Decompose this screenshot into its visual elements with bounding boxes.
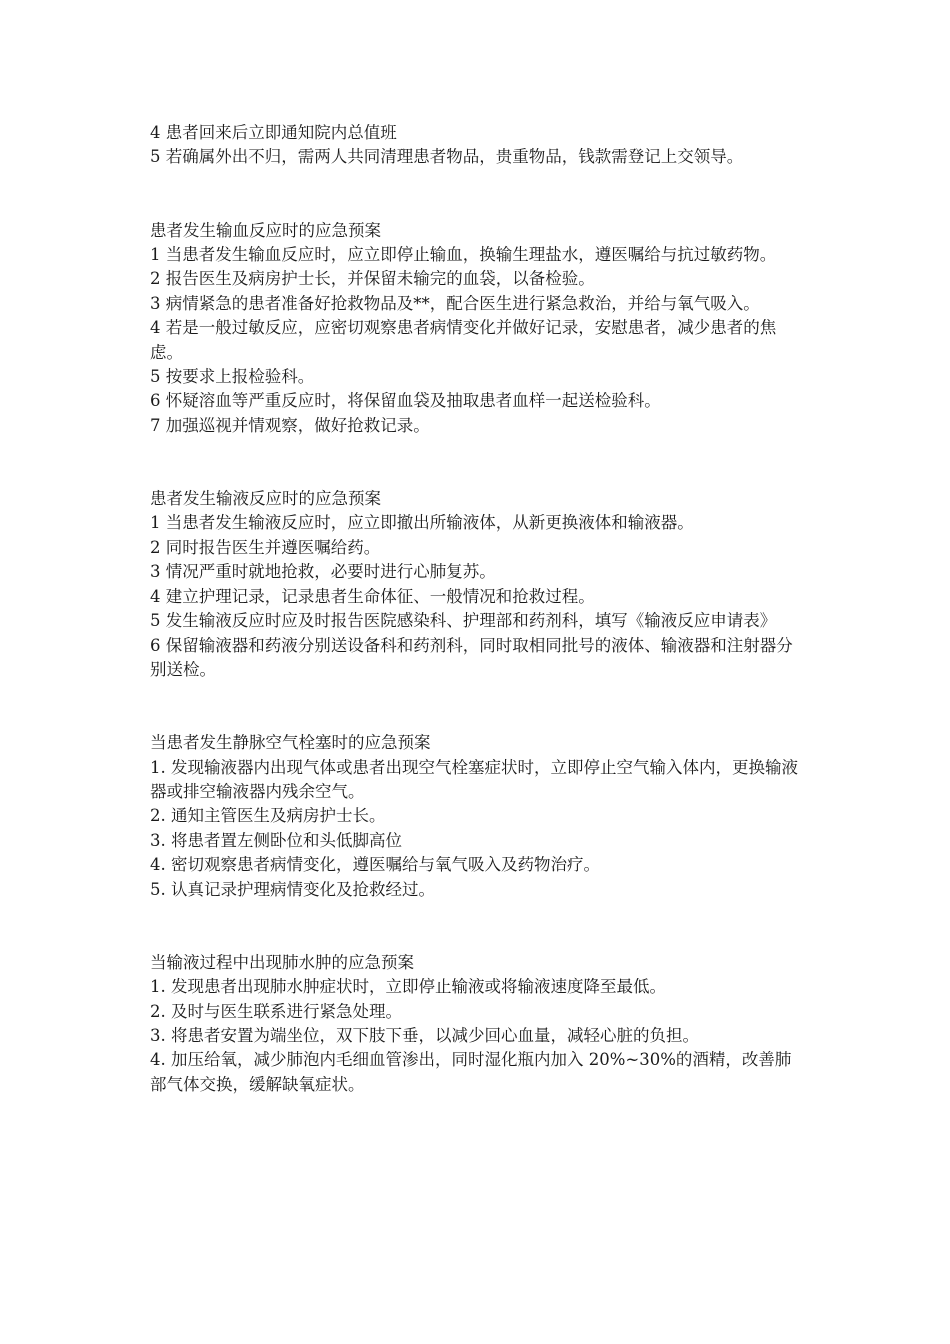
- list-item: 1. 发现患者出现肺水肿症状时，立即停止输液或将输液速度降至最低。: [150, 977, 666, 997]
- list-item: 1 当患者发生输血反应时，应立即停止输血，换输生理盐水，遵医嘱给与抗过敏药物。: [150, 245, 777, 265]
- section-elopement-continued: [150, 121, 800, 170]
- section-transfusion-reaction: [150, 219, 800, 439]
- list-item: 3 情况严重时就地抢救，必要时进行心肺复苏。: [150, 562, 496, 582]
- section-infusion-reaction: [150, 487, 800, 682]
- list-item: 5 发生输液反应时应及时报告医院感染科、护理部和药剂科，填写《输液反应申请表》: [150, 611, 777, 631]
- list-item: 7 加强巡视并情观察，做好抢救记录。: [150, 415, 430, 435]
- section-title: 当患者发生静脉空气栓塞时的应急预案: [150, 733, 431, 753]
- list-item: 5 若确属外出不归，需两人共同清理患者物品，贵重物品，钱款需登记上交领导。: [150, 147, 744, 167]
- section-air-embolism: [150, 731, 800, 902]
- list-item: 4 建立护理记录，记录患者生命体征、一般情况和抢救过程。: [150, 586, 595, 606]
- list-item: 4 若是一般过敏反应，应密切观察患者病情变化并做好记录，安慰患者，减少患者的焦虑。: [150, 318, 777, 362]
- document-page: [150, 121, 800, 1097]
- section-title: 患者发生输液反应时的应急预案: [150, 489, 381, 509]
- section-pulmonary-edema: [150, 951, 800, 1097]
- section-title: 当输液过程中出现肺水肿的应急预案: [150, 952, 414, 972]
- list-item: 5 按要求上报检验科。: [150, 367, 315, 387]
- list-item: 1. 发现输液器内出现气体或患者出现空气栓塞症状时，立即停止空气输入体内，更换输液器或排空输液器内残余空气。: [150, 757, 798, 801]
- section-title: 患者发生输血反应时的应急预案: [150, 220, 381, 240]
- list-item: 6 怀疑溶血等严重反应时，将保留血袋及抽取患者血样一起送检验科。: [150, 391, 661, 411]
- list-item: 4. 加压给氧，减少肺泡内毛细血管渗出，同时湿化瓶内加入 20%~30%的酒精，改善肺部气体交换，缓解缺氧症状。: [150, 1050, 792, 1094]
- list-item: 2. 通知主管医生及病房护士长。: [150, 806, 386, 826]
- list-item: 6 保留输液器和药液分别送设备科和药剂科，同时取相同批号的液体、输液器和注射器分别送检。: [150, 635, 793, 679]
- list-item: 2. 及时与医生联系进行紧急处理。: [150, 1001, 402, 1021]
- list-item: 4. 密切观察患者病情变化，遵医嘱给与氧气吸入及药物治疗。: [150, 855, 600, 875]
- list-item: 5. 认真记录护理病情变化及抢救经过。: [150, 879, 435, 899]
- list-item: 2 报告医生及病房护士长，并保留未输完的血袋，以备检验。: [150, 269, 595, 289]
- list-item: 3 病情紧急的患者准备好抢救物品及**，配合医生进行紧急救治，并给与氧气吸入。: [150, 293, 760, 313]
- list-item: 1 当患者发生输液反应时，应立即撤出所输液体，从新更换液体和输液器。: [150, 513, 694, 533]
- list-item: 3. 将患者安置为端坐位，双下肢下垂，以减少回心血量，减轻心脏的负担。: [150, 1025, 699, 1045]
- list-item: 3. 将患者置左侧卧位和头低脚高位: [150, 830, 402, 850]
- list-item: 4 患者回来后立即通知院内总值班: [150, 123, 397, 142]
- list-item: 2 同时报告医生并遵医嘱给药。: [150, 537, 381, 557]
